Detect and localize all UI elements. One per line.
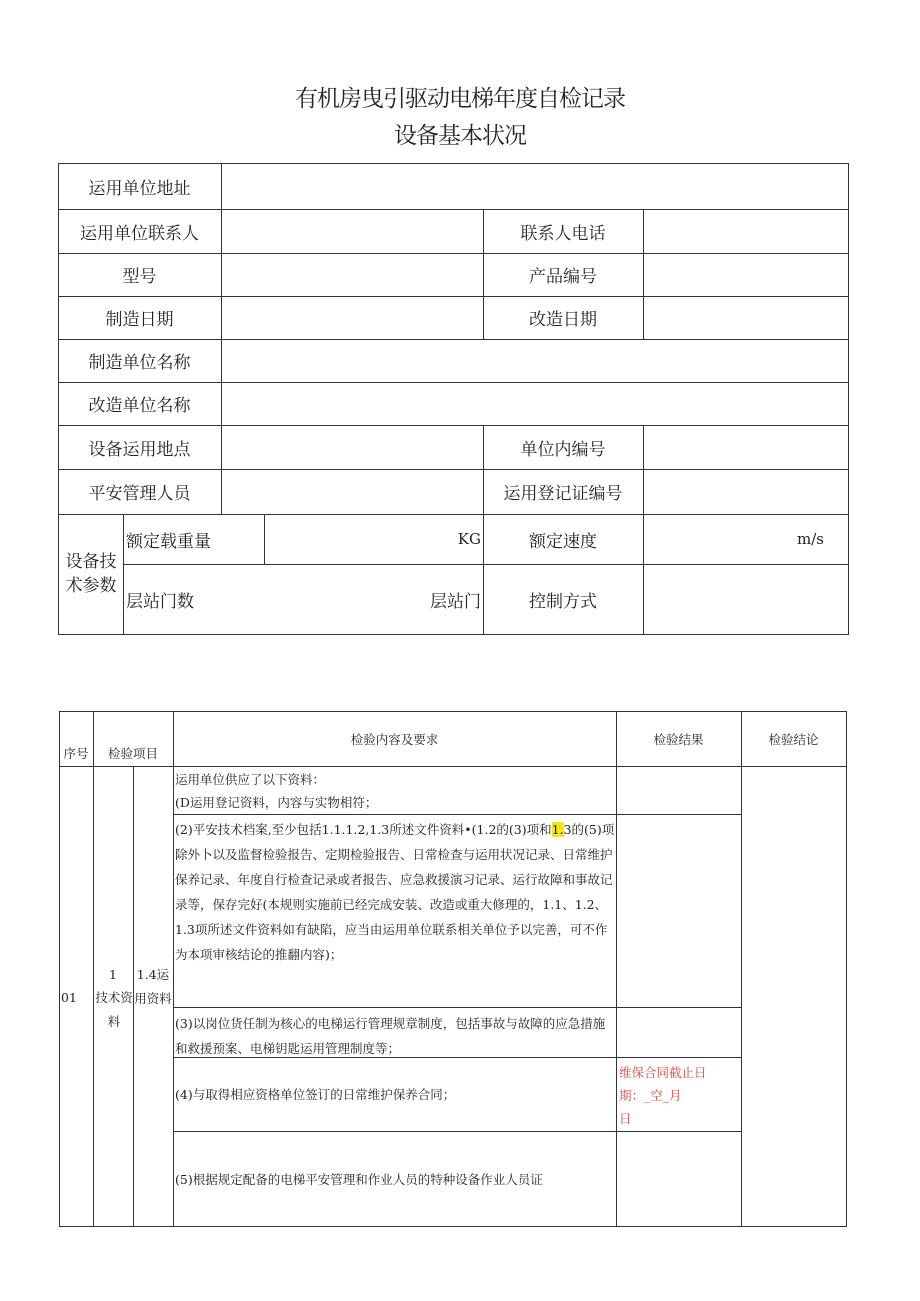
usage-address-label: 运用单位地址 (88, 178, 191, 199)
header-result: 检验结果 (653, 731, 704, 747)
registration-no-label: 运用登记证编号 (503, 484, 623, 504)
manufacturer-label: 制造单位名称 (88, 353, 191, 373)
contract-expiry-note-line2: 期：_空_月 (619, 1088, 682, 1103)
header-item: 检验项目 (107, 746, 158, 761)
header-seq: 序号 (63, 746, 89, 761)
header-content: 检验内容及要求 (350, 731, 439, 747)
requirement-1: (D运用登记资料，内容与实物相符； (175, 795, 378, 810)
floors-unit: 层站门 (430, 591, 481, 612)
document-subtitle: 设备基本状况 (394, 123, 526, 149)
manufacture-date-label: 制造日期 (105, 310, 174, 330)
rated-speed-label: 额定速度 (529, 531, 597, 552)
row-seq: 01 (61, 989, 77, 1005)
requirement-5: (5)根据规定配备的电梯平安管理和作业人员的特种设备作业人员证 (175, 1171, 543, 1187)
safety-manager-label: 平安管理人员 (88, 484, 191, 504)
internal-no-label: 单位内编号 (520, 439, 606, 460)
requirement-4: (4)与取得相应资格单位签订的日常维护保养合同； (175, 1087, 456, 1102)
product-no-label: 产品编号 (529, 267, 597, 287)
document-title: 有机房曳引驱动电梯年度自检记录 (295, 86, 625, 112)
requirement-intro: 运用单位供应了以下资料： (175, 772, 326, 787)
control-mode-label: 控制方式 (529, 591, 597, 612)
requirement-3: (3)以岗位货任制为核心的电梯运行管理规章制度，包括事故与故障的应急措施和救援预案、电梯钥匙运用管理制度等； (175, 1016, 606, 1056)
rated-load-label: 额定载重量 (126, 531, 211, 552)
requirement-2-highlight: 1. (551, 822, 564, 837)
requirement-2-part2: 3的(5)项除外卜以及监督检验报告、定期检验报告、日常检查与运用状况记录、日常维护保养记录、年度自行检查记录或者报告、应急救援演习记录、运行故障和事故记录等，保存完好(本规则实施前已经完成安装、改造或重大修理的，1.1、1.2、1.3项所述文件资料如有缺陷，应当由运用单位联系相关单位予以完善，可不作为本项审核结论的推翻内容)； (175, 822, 615, 962)
contract-expiry-note-line3: 日 (619, 1111, 632, 1126)
sub-item-no: 1.4运 (136, 967, 170, 982)
requirement-2 (175, 817, 615, 967)
contact-person-label: 运用单位联系人 (80, 223, 199, 244)
category-label: 技术资料 (95, 990, 133, 1029)
contract-expiry-note-line1: 维保合同截止日 (619, 1065, 707, 1080)
requirement-2-part1: (2)平安技术档案,至少包括1.1.1.2,1.3所述文件资料•(1.2的(3)项和 (175, 822, 552, 837)
header-conclusion: 检验结论 (768, 731, 819, 747)
sub-item-label: 用资料 (134, 991, 172, 1006)
modify-date-label: 改造日期 (529, 310, 597, 330)
contact-phone-label: 联系人电话 (520, 223, 606, 244)
rated-speed-unit: m/s (797, 530, 824, 548)
modifier-label: 改造单位名称 (88, 396, 191, 416)
floors-label: 层站门数 (126, 591, 194, 612)
model-label: 型号 (122, 267, 157, 287)
location-label: 设备运用地点 (88, 439, 191, 460)
tech-params-label: 设备技术参数 (65, 552, 117, 596)
category-no: 1 (109, 966, 117, 982)
rated-load-unit: KG (457, 530, 481, 548)
contract-expiry-note (619, 1061, 739, 1130)
